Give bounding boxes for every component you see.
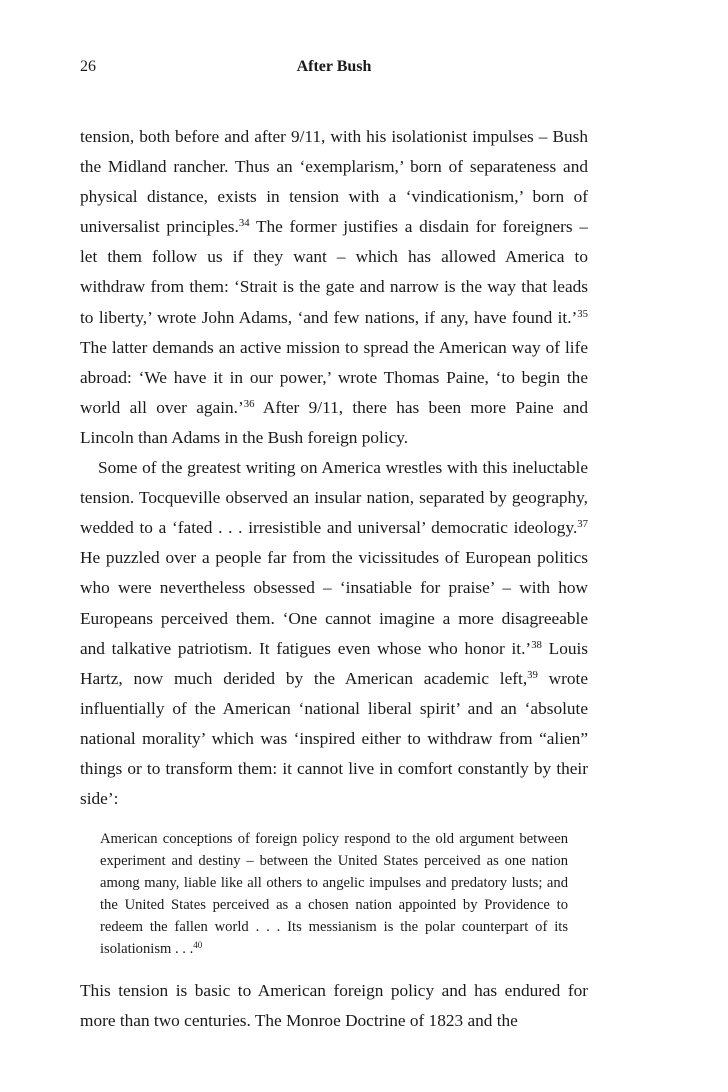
text-run: The former justifies a disdain for foreigners – let them follow us if they want – which has allowed America to withdraw from them: ‘Strait is the gate and narrow is the way that leads to liberty,’ wrote John Adams, ‘and few nations, if any, have found it.’ <box>80 217 588 327</box>
text-run: The latter demands an active mission to spread the American way of life abroad: ‘We have it in our power,’ wrote Thomas Paine, ‘to begin the world all over again.’ <box>80 337 588 417</box>
paragraph-2 <box>80 453 588 814</box>
text-run: He puzzled over a people far from the vicissitudes of European politics who were nevertheless obsessed – ‘insatiable for praise’ – with how Europeans perceived them. ‘One cannot imagine a more disagreeable and talkative patriotism. It fatigues even whose who honor it.’ <box>80 548 588 658</box>
book-title: After Bush <box>296 58 372 75</box>
footnote-ref-39: 39 <box>527 668 538 681</box>
text-run: wrote influentially of the American ‘national liberal spirit’ and an ‘absolute national morality’ which was ‘inspired either to withdraw from “alien” things or to transform them: it cannot live in comfort constantly by their side’: <box>80 668 588 809</box>
text-run: After 9/11, there has been more Paine and Lincoln than Adams in the Bush foreign policy. <box>80 397 588 447</box>
body-text <box>80 122 588 1036</box>
footnote-ref-34: 34 <box>238 217 250 230</box>
block-quote <box>80 828 588 960</box>
paragraph-3: This tension is basic to American foreign policy and has endured for more than two centuries. The Monroe Doctrine of 1823 and the <box>80 981 588 1031</box>
footnote-ref-38: 38 <box>531 638 542 651</box>
footnote-ref-40: 40 <box>193 940 203 951</box>
text-run: Louis Hartz, now much derided by the American academic left, <box>80 638 588 688</box>
running-head <box>80 58 588 82</box>
text-run: Some of the greatest writing on America wrestles with this ineluctable tension. Tocqueville observed an insular nation, separated by geography, wedded to a ‘fated . . . irresistible and universal’ democratic ideology. <box>80 458 588 538</box>
footnote-ref-36: 36 <box>243 397 255 410</box>
text-run: tension, both before and after 9/11, with his isolationist impulses – Bush the Midland rancher. Thus an ‘exemplarism,’ born of separateness and physical distance, exists in tension with a ‘vindicationism,’ born of universalist principles. <box>80 127 588 237</box>
quote-text: American conceptions of foreign policy respond to the old argument between experiment and destiny – between the United States perceived as one nation among many, liable like all others to angelic impulses and predatory lusts; and the United States perceived as a chosen nation appointed by Providence to redeem the fallen world . . . Its messianism is the polar counterpart of its isolationism . . . <box>100 831 568 958</box>
page-number: 26 <box>80 58 96 75</box>
footnote-ref-35: 35 <box>577 307 588 320</box>
footnote-ref-37: 37 <box>577 518 588 531</box>
paragraph-1 <box>80 122 588 453</box>
